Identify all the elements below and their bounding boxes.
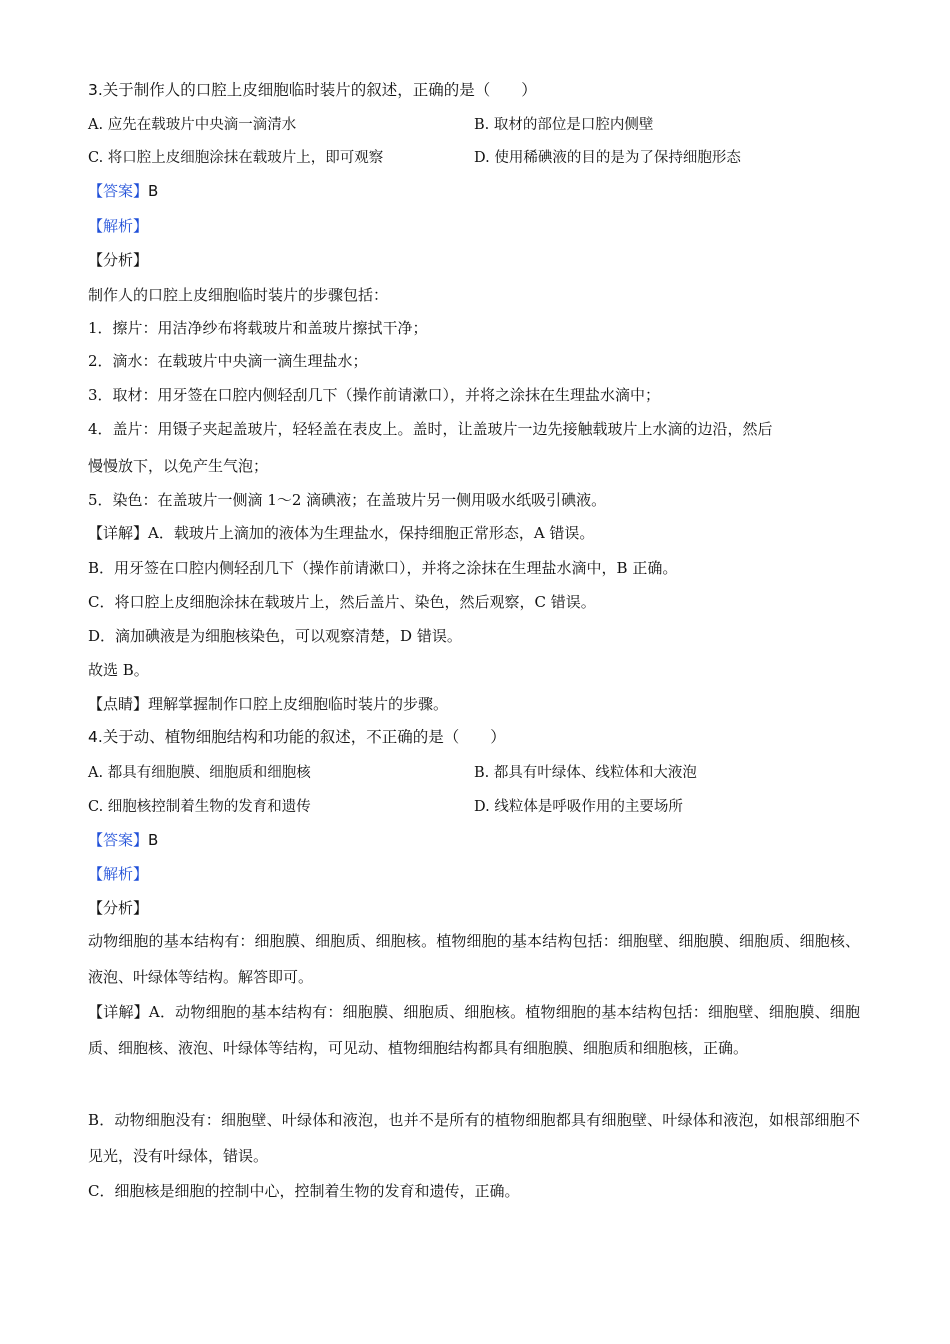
q4-option-b: B. 都具有叶绿体、线粒体和大液泡 bbox=[474, 765, 697, 781]
q4-detail-a: 【详解】A．动物细胞的基本结构有：细胞膜、细胞质、细胞核。植物细胞的基本结构包括：细胞壁、细胞膜、细胞质、细胞核、液泡、叶绿体等结构，可见动、植物细胞结构都具有细胞膜、细胞质和细胞核，正确。 bbox=[88, 1003, 860, 1057]
q3-analysis-intro: 制作人的口腔上皮细胞临时装片的步骤包括： bbox=[88, 286, 389, 304]
q3-fenxi-tag: 【分析】 bbox=[88, 251, 149, 269]
q4-analysis: 动物细胞的基本结构有：细胞膜、细胞质、细胞核。植物细胞的基本结构包括：细胞壁、细胞膜、细胞质、细胞核、液泡、叶绿体等结构。解答即可。 bbox=[88, 932, 860, 986]
q4-option-c: C. 细胞核控制着生物的发育和遗传 bbox=[88, 799, 311, 815]
q3-option-b: B. 取材的部位是口腔内侧壁 bbox=[474, 117, 654, 133]
q3-step-3: 3．取材：用牙签在口腔内侧轻刮几下（操作前请漱口），并将之涂抹在生理盐水滴中； bbox=[88, 386, 661, 404]
q3-step-4: 4．盖片：用镊子夹起盖玻片，轻轻盖在表皮上。盖时，让盖玻片一边先接触载玻片上水滴的边沿，然后 bbox=[88, 420, 773, 438]
q3-option-a: A. 应先在载玻片中央滴一滴清水 bbox=[88, 117, 297, 133]
q4-option-a: A. 都具有细胞膜、细胞质和细胞核 bbox=[88, 765, 311, 781]
question-4-stem bbox=[88, 727, 506, 747]
q3-step-5: 5．染色：在盖玻片一侧滴 1～2 滴碘液；在盖玻片另一侧用吸水纸吸引碘液。 bbox=[88, 491, 607, 509]
q3-answer-line bbox=[88, 181, 158, 201]
question-3-text: 关于制作人的口腔上皮细胞临时装片的叙述，正确的是（ ） bbox=[102, 81, 537, 99]
q4-answer-tag: 【答案】 bbox=[88, 831, 149, 849]
q3-step-2: 2．滴水：在载玻片中央滴一滴生理盐水； bbox=[88, 352, 368, 370]
q4-option-d: D. 线粒体是呼吸作用的主要场所 bbox=[474, 799, 683, 815]
q4-answer-line bbox=[88, 830, 158, 850]
q3-option-d: D. 使用稀碘液的目的是为了保持细胞形态 bbox=[474, 150, 741, 166]
q3-conclusion: 故选 B。 bbox=[88, 661, 149, 679]
q3-detail-b: B．用牙签在口腔内侧轻刮几下（操作前请漱口），并将之涂抹在生理盐水滴中，B 正确。 bbox=[88, 559, 678, 577]
q4-detail-c: C．细胞核是细胞的控制中心，控制着生物的发育和遗传，正确。 bbox=[88, 1182, 520, 1200]
q4-detail-b: B．动物细胞没有：细胞壁、叶绿体和液泡，也并不是所有的植物细胞都具有细胞壁、叶绿体和液泡，如根部细胞不见光，没有叶绿体，错误。 bbox=[88, 1111, 860, 1165]
q3-option-c: C. 将口腔上皮细胞涂抹在载玻片上，即可观察 bbox=[88, 150, 384, 166]
q3-jiexi-tag: 【解析】 bbox=[88, 217, 149, 235]
q3-step-4-cont: 慢慢放下，以免产生气泡； bbox=[88, 457, 269, 475]
q3-detail-a: 【详解】A．载玻片上滴加的液体为生理盐水，保持细胞正常形态，A 错误。 bbox=[88, 524, 595, 542]
question-4-number: 4. bbox=[88, 728, 103, 746]
question-3-stem bbox=[88, 80, 537, 100]
q4-answer-value: B bbox=[148, 831, 159, 849]
q3-answer-value: B bbox=[148, 182, 159, 200]
q4-fenxi-tag: 【分析】 bbox=[88, 899, 149, 917]
q3-dianjing: 【点睛】理解掌握制作口腔上皮细胞临时装片的步骤。 bbox=[88, 695, 449, 713]
q4-jiexi-tag: 【解析】 bbox=[88, 865, 149, 883]
q3-step-1: 1．擦片：用洁净纱布将载玻片和盖玻片擦拭干净； bbox=[88, 319, 428, 337]
question-4-text: 关于动、植物细胞结构和功能的叙述，不正确的是（ ） bbox=[102, 728, 506, 746]
question-3-number: 3. bbox=[88, 81, 103, 99]
q3-detail-d: D．滴加碘液是为细胞核染色，可以观察清楚，D 错误。 bbox=[88, 627, 462, 645]
q3-answer-tag: 【答案】 bbox=[88, 182, 149, 200]
q3-detail-c: C．将口腔上皮细胞涂抹在载玻片上，然后盖片、染色，然后观察，C 错误。 bbox=[88, 593, 596, 611]
